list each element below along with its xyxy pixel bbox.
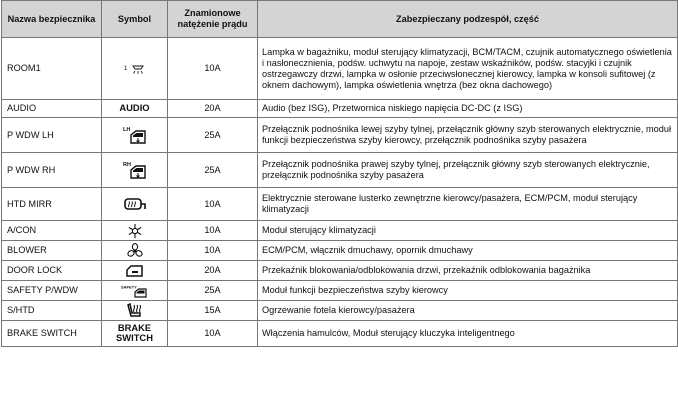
fuse-name: HTD MIRR	[2, 188, 102, 221]
fuse-component: ECM/PCM, włącznik dmuchawy, opornik dmuchawy	[258, 241, 678, 261]
fuse-row-door-lock	[2, 261, 678, 281]
fuse-rating: 10A	[168, 38, 258, 100]
fuse-name: P WDW RH	[2, 153, 102, 188]
fuse-component: Moduł funkcji bezpieczeństwa szyby kierowcy	[258, 281, 678, 301]
seat-heater-icon	[125, 302, 145, 320]
fuse-row-room1	[2, 38, 678, 100]
fuse-symbol	[102, 153, 168, 188]
table-header-row	[2, 1, 678, 38]
blower-fan-icon	[126, 243, 144, 259]
fuse-component: Włączenia hamulców, Moduł sterujący kluczyka inteligentnego	[258, 321, 678, 347]
fuse-name: BLOWER	[2, 241, 102, 261]
fuse-row-a-con	[2, 221, 678, 241]
fuse-symbol	[102, 38, 168, 100]
fuse-name: S/HTD	[2, 301, 102, 321]
fuse-row-safety-p-wdw	[2, 281, 678, 301]
fuse-table-body	[2, 38, 678, 347]
fuse-name: P WDW LH	[2, 118, 102, 153]
fuse-component: Lampka w bagażniku, moduł sterujący klimatyzacji, BCM/TACM, czujnik automatycznego oświetlenia i nasłonecznienia, podśw. uchwytu na napoje, zestaw wskaźników, podśw. stacyjki i czujnik ostrzegawczy drzwi, lampka w osłonie przeciwsłonecznej kierowcy, lampka w konsoli sufitowej (z oknem dachowym), lampka oświetlenia wnętrza (bez okna dachowego)	[258, 38, 678, 100]
header-fuse-name: Nazwa bezpiecznika	[2, 1, 102, 38]
fuse-row-blower	[2, 241, 678, 261]
fuse-row-s-htd	[2, 301, 678, 321]
door-lock-icon	[125, 264, 145, 278]
fuse-component: Elektrycznie sterowane lusterko zewnętrzne kierowcy/pasażera, ECM/PCM, moduł sterujący klimatyzacji	[258, 188, 678, 221]
fuse-row-audio	[2, 100, 678, 118]
fuse-symbol	[102, 281, 168, 301]
symbol-label: 1	[123, 65, 127, 72]
symbol-label: LH	[122, 127, 130, 133]
header-component: Zabezpieczany podzespół, część	[258, 1, 678, 38]
safety-power-window-icon	[121, 284, 149, 298]
header-symbol: Symbol	[102, 1, 168, 38]
fuse-component: Ogrzewanie fotela kierowcy/pasażera	[258, 301, 678, 321]
symbol-text: BRAKE SWITCH	[116, 322, 153, 343]
fuse-name: ROOM1	[2, 38, 102, 100]
symbol-label: RH	[122, 162, 131, 168]
room-lamp-icon	[123, 63, 147, 75]
fuse-component: Moduł sterujący klimatyzacji	[258, 221, 678, 241]
fuse-rating: 10A	[168, 241, 258, 261]
fuse-rating: 20A	[168, 261, 258, 281]
fuse-rating: 25A	[168, 153, 258, 188]
fuse-component: Przełącznik podnośnika lewej szyby tylnej, przełącznik główny szyb sterowanych elektrycznie, moduł funkcji bezpieczeństwa szyby kierowcy, przełącznik podnośnika szyby pasażera	[258, 118, 678, 153]
fuse-rating: 20A	[168, 100, 258, 118]
fuse-rating: 10A	[168, 221, 258, 241]
fuse-symbol	[102, 188, 168, 221]
fuse-symbol	[102, 100, 168, 118]
fuse-row-p-wdw-lh	[2, 118, 678, 153]
fuse-rating: 10A	[168, 321, 258, 347]
fuse-rating: 15A	[168, 301, 258, 321]
fuse-symbol	[102, 321, 168, 347]
fuse-rating: 10A	[168, 188, 258, 221]
power-window-icon	[122, 160, 148, 180]
heated-mirror-icon	[123, 197, 147, 211]
fuse-rating: 25A	[168, 118, 258, 153]
air-conditioning-icon	[127, 223, 143, 239]
header-rating: Znamionowe natężenie prądu	[168, 1, 258, 38]
fuse-name: A/CON	[2, 221, 102, 241]
power-window-icon	[122, 125, 148, 145]
fuse-component: Audio (bez ISG), Przetwornica niskiego napięcia DC-DC (z ISG)	[258, 100, 678, 118]
fuse-component: Przekaźnik blokowania/odblokowania drzwi, przekaźnik odblokowania bagażnika	[258, 261, 678, 281]
symbol-label: SAFETY	[120, 284, 137, 289]
fuse-symbol	[102, 118, 168, 153]
fuse-symbol	[102, 241, 168, 261]
fuse-row-p-wdw-rh	[2, 153, 678, 188]
fuse-row-brake-switch	[2, 321, 678, 347]
fuse-name: AUDIO	[2, 100, 102, 118]
fuse-symbol	[102, 221, 168, 241]
fuse-row-htd-mirr	[2, 188, 678, 221]
fuse-symbol	[102, 301, 168, 321]
fuse-name: DOOR LOCK	[2, 261, 102, 281]
fuse-symbol	[102, 261, 168, 281]
fuse-name: BRAKE SWITCH	[2, 321, 102, 347]
fuse-rating: 25A	[168, 281, 258, 301]
symbol-text: AUDIO	[119, 102, 150, 113]
fuse-name: SAFETY P/WDW	[2, 281, 102, 301]
fuse-component: Przełącznik podnośnika prawej szyby tylnej, przełącznik główny szyb sterowanych elektrycznie, przełącznik podnośnika szyby pasażera	[258, 153, 678, 188]
fuse-table	[1, 0, 678, 347]
